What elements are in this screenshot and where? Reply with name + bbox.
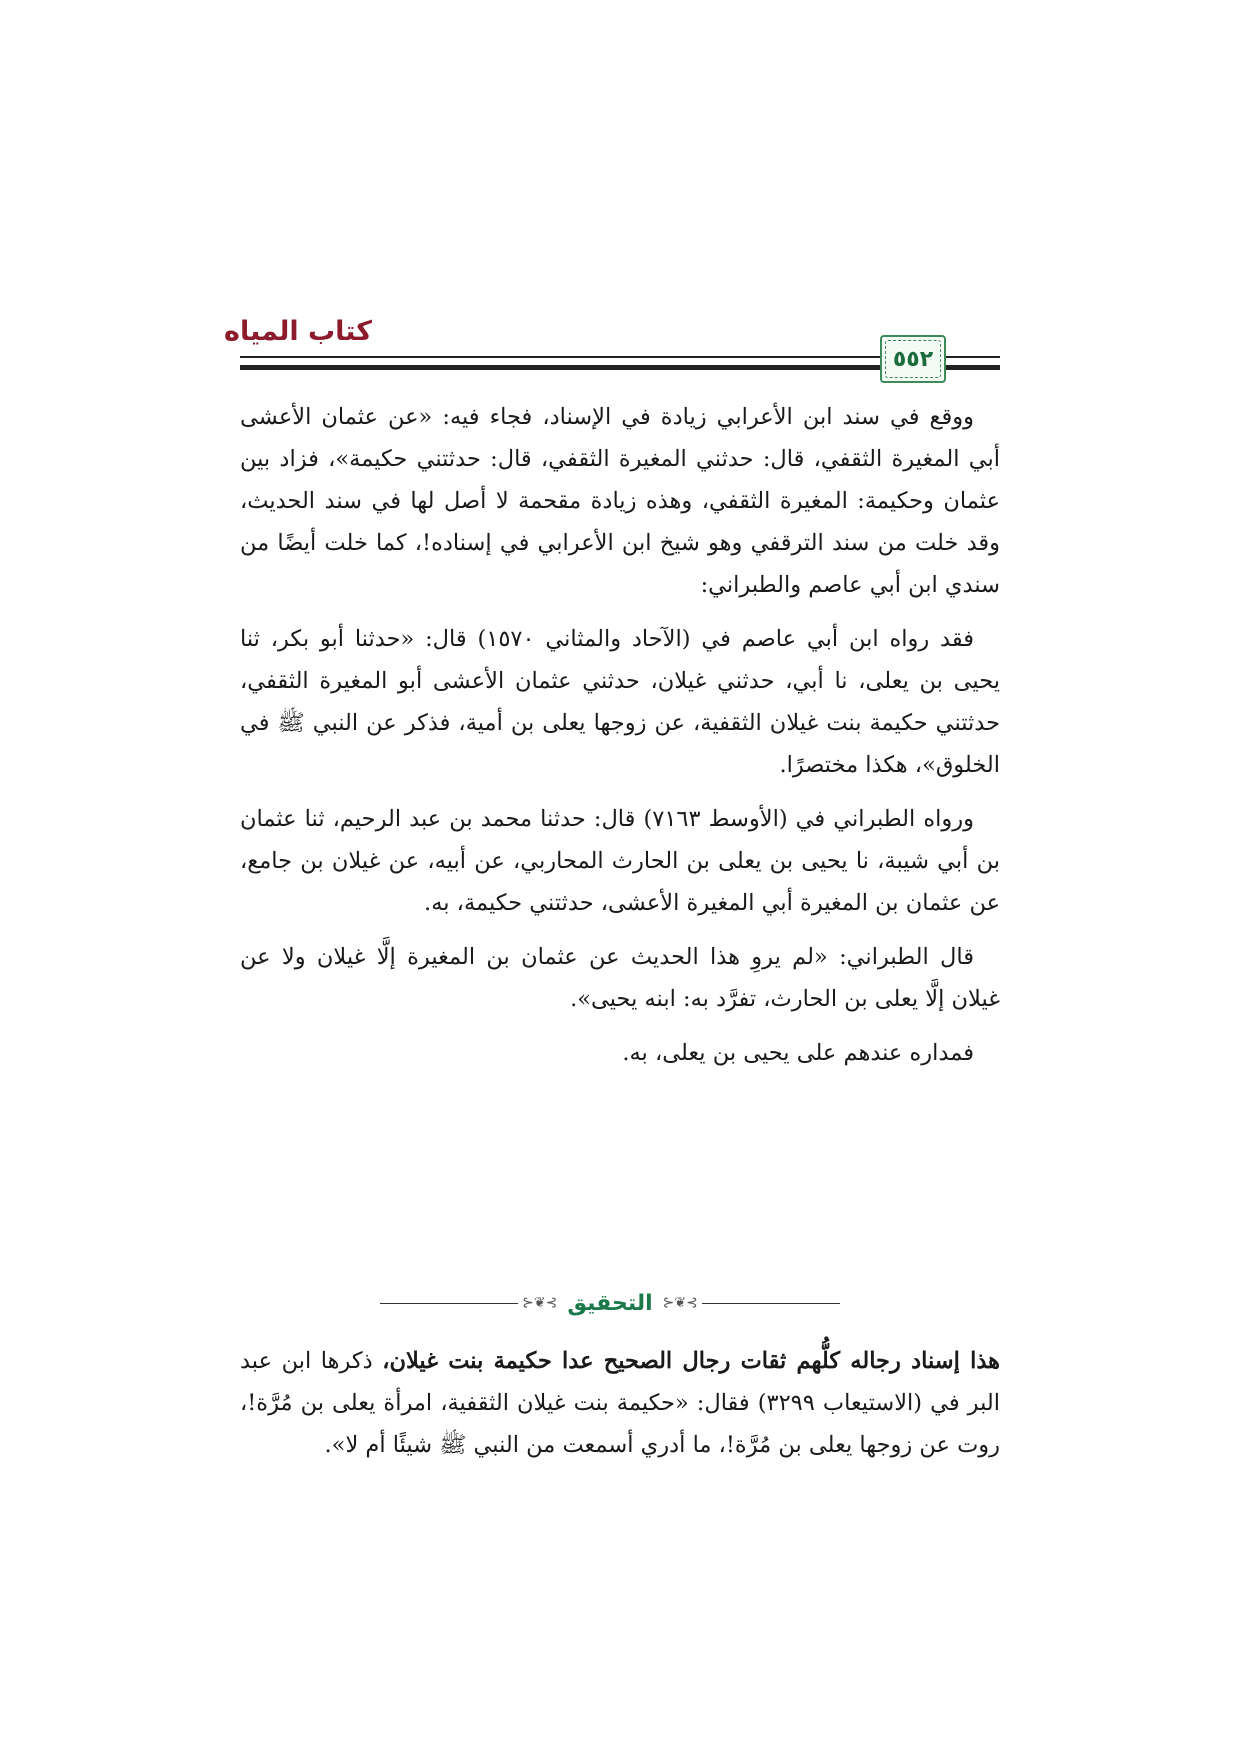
page-number: ٥٥٢ [892,346,934,372]
page-number-badge [880,335,946,383]
paragraph-3: ورواه الطبراني في (الأوسط ٧١٦٣) قال: حدثنا محمد بن عبد الرحيم، ثنا عثمان بن أبي شيبة، نا يحيى بن يعلى بن الحارث المحاربي، عن أبيه، عن غيلان بن جامع، عن عثمان بن المغيرة أبي المغيرة الأعشى، حدثتني حكيمة، به. [240,806,1000,916]
ornament-right-icon: ⊱❦⊰ [662,1295,698,1311]
separator-line-left [380,1303,518,1304]
paragraph-2: فقد رواه ابن أبي عاصم في (الآحاد والمثاني ١٥٧٠) قال: «حدثنا أبو بكر، ثنا يحيى بن يعلى، نا أبي، حدثني غيلان، حدثني عثمان الأعشى أبو المغيرة الثقفي، حدثتني حكيمة بنت غيلان الثقفية، عن زوجها يعلى بن أمية، فذكر عن النبي ﷺ في الخلوق»، هكذا مختصرًا. [240,626,1000,778]
verdict-paragraph [240,1340,1000,1466]
section-separator [380,1288,840,1318]
verdict-rest: ذكرها ابن عبد البر في (الاستيعاب ٣٢٩٩) فقال: «حكيمة بنت غيلان الثقفية، امرأة يعلى بن مُرَّة!، روت عن زوجها يعلى بن مُرَّة!، ما أدري أسمعت من النبي ﷺ شيئًا أم لا». [240,1348,1000,1458]
paragraph-4: قال الطبراني: «لم يروِ هذا الحديث عن عثمان بن المغيرة إلَّا غيلان ولا عن غيلان إلَّا يعلى بن الحارث، تفرَّد به: ابنه يحيى». [240,944,1000,1012]
section-heading: التحقيق [567,1290,653,1316]
verdict-text [240,1340,1000,1466]
chapter-title: كتاب المياه [224,316,372,347]
ornament-left-icon: ⊱❦⊰ [522,1295,558,1311]
verdict-lead: هذا إسناد رجاله كلُّهم ثقات رجال الصحيح عدا حكيمة بنت غيلان، [382,1348,1000,1374]
paragraph-5: فمداره عندهم على يحيى بن يعلى، به. [622,1040,974,1066]
paragraph-1: ووقع في سند ابن الأعرابي زيادة في الإسناد، فجاء فيه: «عن عثمان الأعشى أبي المغيرة الثقفي، قال: حدثني المغيرة الثقفي، قال: حدثتني حكيمة»، فزاد بين عثمان وحكيمة: المغيرة الثقفي، وهذه زيادة مقحمة لا أصل لها في سند الحديث، وقد خلت من سند الترقفي وهو شيخ ابن الأعرابي في إسناده!، كما خلت أيضًا من سندي ابن أبي عاصم والطبراني: [240,404,1000,598]
body-text [240,396,1000,1086]
separator-line-right [702,1303,840,1304]
